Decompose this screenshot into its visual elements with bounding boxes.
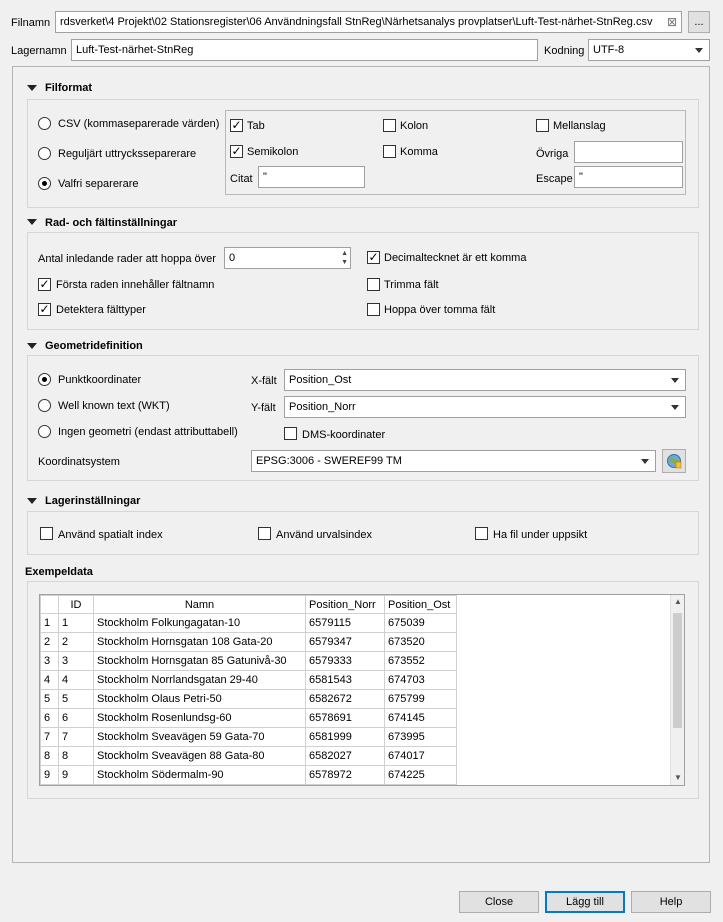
xfield-value: Position_Ost <box>289 374 352 386</box>
table-row[interactable] <box>41 690 457 709</box>
trim-label[interactable]: Trimma fält <box>384 279 439 291</box>
table-cell[interactable]: 6582027 <box>306 747 385 766</box>
delimiter-box <box>225 110 686 195</box>
semikolon-checkbox[interactable]: ✓ <box>231 144 242 158</box>
row-header-cell[interactable]: 4 <box>41 671 59 690</box>
table-cell[interactable]: 6578972 <box>306 766 385 785</box>
table-cell[interactable]: 7 <box>59 728 94 747</box>
detect-checkbox[interactable]: ✓ <box>39 302 50 316</box>
table-cell[interactable]: 6582672 <box>306 690 385 709</box>
table-cell[interactable]: 673552 <box>385 652 457 671</box>
table-cell[interactable]: Stockholm Rosenlundsg-60 <box>94 709 306 728</box>
table-cell[interactable]: 673995 <box>385 728 457 747</box>
table-cell[interactable]: 6579333 <box>306 652 385 671</box>
detect-label[interactable]: Detektera fälttyper <box>56 304 146 316</box>
options-panel <box>12 66 710 863</box>
table-cell[interactable]: 2 <box>59 633 94 652</box>
table-row[interactable] <box>41 652 457 671</box>
table-cell[interactable]: 674703 <box>385 671 457 690</box>
globe-icon <box>666 453 682 469</box>
collapse-rowfield-icon[interactable] <box>27 219 37 225</box>
collapse-geometry-icon[interactable] <box>27 343 37 349</box>
layer-title[interactable]: Lagerinställningar <box>45 495 141 507</box>
yfield-value: Position_Norr <box>289 401 356 413</box>
radio-regex[interactable] <box>38 147 51 160</box>
radio-none-label[interactable]: Ingen geometri (endast attributtabell) <box>58 426 238 438</box>
row-header-cell[interactable]: 8 <box>41 747 59 766</box>
scroll-down-icon[interactable]: ▼ <box>674 773 682 782</box>
tab-checkbox[interactable]: ✓ <box>231 118 242 132</box>
table-cell[interactable]: 4 <box>59 671 94 690</box>
filename-input[interactable] <box>55 11 682 33</box>
table-header-row <box>41 596 457 614</box>
radio-csv-label[interactable]: CSV (kommaseparerade värden) <box>58 118 220 130</box>
header-checkbox[interactable]: ✓ <box>39 277 50 291</box>
browse-button[interactable]: ... <box>688 11 710 33</box>
column-header[interactable]: Position_Ost <box>385 596 457 614</box>
radio-csv[interactable] <box>38 117 51 130</box>
row-header-cell[interactable]: 9 <box>41 766 59 785</box>
radio-wkt-label[interactable]: Well known text (WKT) <box>58 400 170 412</box>
table-cell[interactable]: Stockholm Hornsgatan 85 Gatunivå-30 <box>94 652 306 671</box>
scroll-up-icon[interactable]: ▲ <box>674 597 682 606</box>
skipempty-label[interactable]: Hoppa över tomma fält <box>384 304 496 316</box>
geometry-group <box>27 355 699 481</box>
crs-selector-button[interactable] <box>662 449 686 473</box>
escape-input[interactable]: " <box>574 166 683 188</box>
citat-label: Citat <box>230 173 253 185</box>
table-row[interactable] <box>41 633 457 652</box>
ovriga-label: Övriga <box>536 148 569 160</box>
semikolon-label[interactable]: Semikolon <box>247 146 299 158</box>
table-cell[interactable]: 6581999 <box>306 728 385 747</box>
row-header-cell[interactable]: 7 <box>41 728 59 747</box>
trim-checkbox[interactable] <box>367 278 380 291</box>
chevron-down-icon <box>671 405 679 410</box>
radio-custom-label[interactable]: Valfri separerare <box>58 178 139 190</box>
dms-checkbox[interactable] <box>284 427 297 440</box>
skip-label: Antal inledande rader att hoppa över <box>38 253 216 265</box>
table-cell[interactable]: 6579347 <box>306 633 385 652</box>
geometry-title[interactable]: Geometridefinition <box>45 340 143 352</box>
komma-checkbox[interactable] <box>383 145 396 158</box>
yfield-select[interactable] <box>284 396 686 418</box>
encoding-label: Kodning <box>544 45 585 57</box>
row-header-cell[interactable]: 1 <box>41 614 59 633</box>
spin-down-icon[interactable]: ▼ <box>341 259 348 266</box>
table-cell[interactable]: Stockholm Södermalm-90 <box>94 766 306 785</box>
column-header[interactable]: Namn <box>94 596 306 614</box>
watch-file-checkbox[interactable] <box>475 527 488 540</box>
table-cell[interactable]: Stockholm Sveavägen 88 Gata-80 <box>94 747 306 766</box>
row-header-cell[interactable]: 5 <box>41 690 59 709</box>
mellanslag-checkbox[interactable] <box>536 119 549 132</box>
sample-table-view[interactable] <box>39 594 685 786</box>
crs-select[interactable] <box>251 450 656 472</box>
sample-table-body <box>41 614 457 785</box>
sample-title: Exempeldata <box>25 566 93 578</box>
filformat-title[interactable]: Filformat <box>45 82 93 94</box>
table-cell[interactable]: 675039 <box>385 614 457 633</box>
kolon-label[interactable]: Kolon <box>400 120 429 132</box>
sample-table <box>40 595 457 785</box>
column-header[interactable]: ID <box>59 596 94 614</box>
collapse-filformat-icon[interactable] <box>27 85 37 91</box>
mellanslag-label[interactable]: Mellanslag <box>553 120 606 132</box>
table-row[interactable] <box>41 671 457 690</box>
decimal-label[interactable]: Decimaltecknet är ett komma <box>384 252 527 264</box>
yfield-label: Y-fält <box>251 402 276 414</box>
komma-label[interactable]: Komma <box>400 146 438 158</box>
skip-spinbox[interactable] <box>224 247 351 269</box>
layername-label: Lagernamn <box>11 45 67 57</box>
radio-custom[interactable] <box>38 177 51 190</box>
help-button[interactable]: Help <box>631 891 711 913</box>
sample-group <box>27 581 699 799</box>
subset-index-checkbox[interactable] <box>258 527 271 540</box>
crs-label: Koordinatsystem <box>38 456 120 468</box>
rowfield-group <box>27 232 699 330</box>
table-cell[interactable]: 3 <box>59 652 94 671</box>
table-row[interactable] <box>41 728 457 747</box>
table-cell[interactable]: Stockholm Folkungagatan-10 <box>94 614 306 633</box>
table-cell[interactable]: 6579115 <box>306 614 385 633</box>
skip-value: 0 <box>229 252 236 264</box>
spatial-index-checkbox[interactable] <box>40 527 53 540</box>
table-cell[interactable]: 674017 <box>385 747 457 766</box>
subset-index-label[interactable]: Använd urvalsindex <box>276 529 373 541</box>
table-row[interactable] <box>41 709 457 728</box>
collapse-layer-icon[interactable] <box>27 498 37 504</box>
table-cell[interactable]: 1 <box>59 614 94 633</box>
table-row[interactable] <box>41 614 457 633</box>
radio-regex-label[interactable]: Reguljärt uttrycksseparerare <box>58 148 197 160</box>
escape-label: Escape <box>536 173 573 185</box>
scrollbar-thumb[interactable] <box>673 613 682 728</box>
corner-header[interactable] <box>41 596 59 614</box>
chevron-down-icon <box>671 378 679 383</box>
chevron-down-icon <box>641 459 649 464</box>
radio-point[interactable] <box>38 373 51 386</box>
table-row[interactable] <box>41 766 457 785</box>
header-label[interactable]: Första raden innehåller fältnamn <box>56 279 215 291</box>
xfield-select[interactable] <box>284 369 686 391</box>
table-cell[interactable]: Stockholm Norrlandsgatan 29-40 <box>94 671 306 690</box>
rowfield-title[interactable]: Rad- och fältinställningar <box>45 217 178 229</box>
table-cell[interactable]: Stockholm Hornsgatan 108 Gata-20 <box>94 633 306 652</box>
watch-file-label[interactable]: Ha fil under uppsikt <box>493 529 588 541</box>
spin-up-icon[interactable]: ▲ <box>341 250 348 257</box>
table-cell[interactable]: 675799 <box>385 690 457 709</box>
ovriga-input[interactable] <box>574 141 683 163</box>
skipempty-checkbox[interactable] <box>367 303 380 316</box>
table-cell[interactable]: 674145 <box>385 709 457 728</box>
chevron-down-icon <box>695 48 703 53</box>
radio-point-label[interactable]: Punktkoordinater <box>58 374 142 386</box>
table-cell[interactable]: 6581543 <box>306 671 385 690</box>
xfield-label: X-fält <box>251 375 277 387</box>
table-cell[interactable]: 9 <box>59 766 94 785</box>
table-row[interactable] <box>41 747 457 766</box>
filename-value: rdsverket\4 Projekt\02 Stationsregister\06 Användningsfall StnReg\Närhetsanalys provplatser\Luft-Test-närhet-StnReg.csv <box>60 16 653 28</box>
citat-input[interactable]: " <box>258 166 365 188</box>
crs-value: EPSG:3006 - SWEREF99 TM <box>256 455 402 467</box>
radio-wkt[interactable] <box>38 399 51 412</box>
close-button[interactable]: Close <box>459 891 539 913</box>
table-cell[interactable]: 674225 <box>385 766 457 785</box>
table-cell[interactable]: 6 <box>59 709 94 728</box>
encoding-value: UTF-8 <box>593 44 625 56</box>
table-cell[interactable]: 6578691 <box>306 709 385 728</box>
row-header-cell[interactable]: 2 <box>41 633 59 652</box>
tab-label[interactable]: Tab <box>247 120 265 132</box>
filformat-group <box>27 99 699 208</box>
radio-none[interactable] <box>38 425 51 438</box>
vertical-scrollbar[interactable] <box>670 595 684 785</box>
row-header-cell[interactable]: 6 <box>41 709 59 728</box>
layername-input[interactable]: Luft-Test-närhet-StnReg <box>71 39 538 61</box>
decimal-checkbox[interactable]: ✓ <box>368 250 379 264</box>
clear-icon[interactable]: ⊠ <box>666 15 677 29</box>
layer-group <box>27 511 699 555</box>
table-cell[interactable]: 673520 <box>385 633 457 652</box>
row-header-cell[interactable]: 3 <box>41 652 59 671</box>
table-cell[interactable]: 8 <box>59 747 94 766</box>
spatial-index-label[interactable]: Använd spatialt index <box>58 529 163 541</box>
filename-label: Filnamn <box>11 17 51 29</box>
column-header[interactable]: Position_Norr <box>306 596 385 614</box>
table-cell[interactable]: 5 <box>59 690 94 709</box>
dms-label[interactable]: DMS-koordinater <box>302 429 386 441</box>
table-cell[interactable]: Stockholm Sveavägen 59 Gata-70 <box>94 728 306 747</box>
kolon-checkbox[interactable] <box>383 119 396 132</box>
encoding-select[interactable] <box>588 39 710 61</box>
add-button[interactable]: Lägg till <box>545 891 625 913</box>
table-cell[interactable]: Stockholm Olaus Petri-50 <box>94 690 306 709</box>
